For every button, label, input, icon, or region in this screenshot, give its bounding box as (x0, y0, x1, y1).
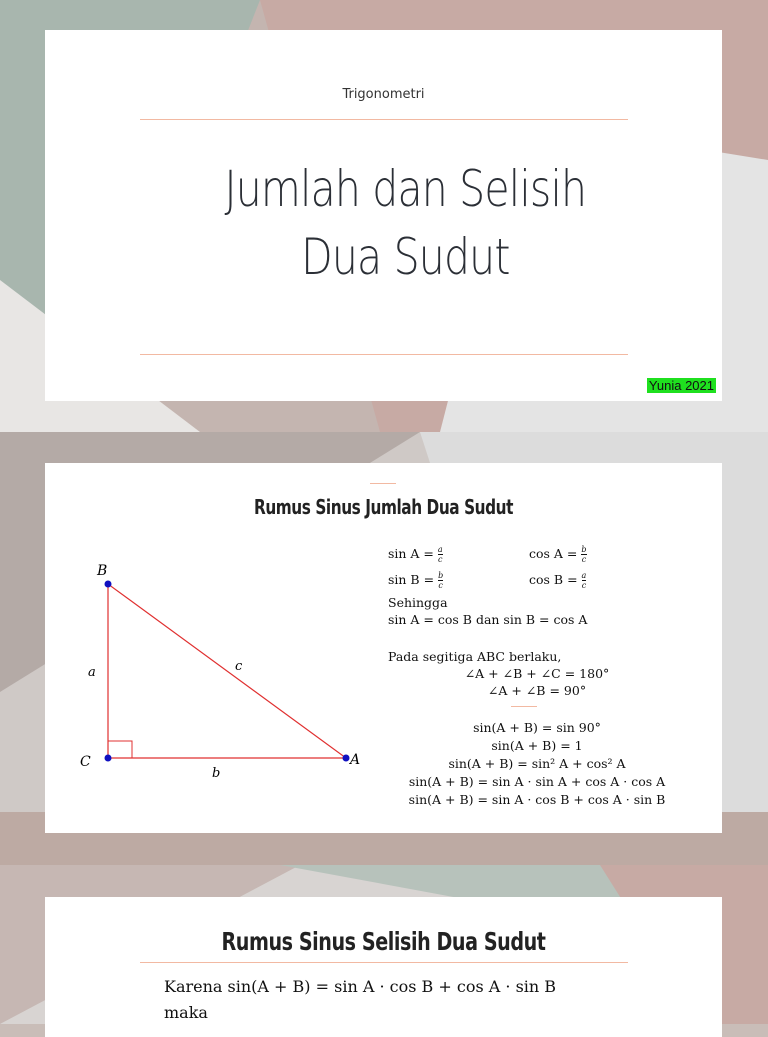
derivation-step-5: sin(A + B) = sin A · cos B + cos A · sin B (408, 792, 666, 807)
vertex-c-label: C (80, 754, 91, 770)
mid-accent-rule (511, 706, 537, 707)
sine-sum-slide (45, 463, 722, 833)
vertex-b-label: B (97, 563, 108, 579)
title-rule (140, 962, 628, 963)
top-rule (140, 119, 628, 120)
side-b-label: b (212, 766, 221, 781)
slide-title (110, 155, 700, 291)
formula-sinA: sin A = $\frac{a}{c}$ (388, 545, 443, 564)
derivation-step-4: sin(A + B) = sin A · sin A + cos A · cos A (408, 774, 666, 789)
derivation-step-3: sin(A + B) = sin² A + cos² A (448, 756, 626, 771)
vertex-a-dot (343, 755, 350, 762)
right-angle-marker (108, 741, 132, 758)
title-line-2: Dua Sudut (301, 228, 510, 286)
derivation-step-2: sin(A + B) = 1 (491, 738, 583, 753)
vertex-c-dot (105, 755, 112, 762)
formula-cosB: cos B = $\frac{a}{c}$ (529, 571, 587, 590)
angle-ab-formula: ∠A + ∠B = 90° (487, 683, 587, 698)
vertex-a-label: A (350, 752, 361, 768)
right-triangle-diagram (70, 553, 380, 783)
slide-title: Rumus Sinus Jumlah Dua Sudut (253, 495, 514, 519)
side-a-label: a (88, 665, 96, 680)
subject-label: Trigonometri (342, 87, 425, 102)
sehingga-text: Sehingga (388, 595, 448, 610)
formula-sinB: sin B = $\frac{b}{c}$ (388, 571, 444, 590)
identity-formula: sin A = cos B dan sin B = cos A (388, 612, 588, 627)
formula-cosA: cos A = $\frac{b}{c}$ (529, 545, 587, 564)
side-c-label: c (235, 659, 243, 674)
vertex-b-dot (105, 581, 112, 588)
triangle-edges (108, 584, 346, 758)
maka-text: maka (164, 1003, 208, 1022)
derivation-step-1: sin(A + B) = sin 90° (473, 720, 601, 735)
slide-title: Rumus Sinus Selisih Dua Sudut (221, 927, 546, 956)
karena-statement: Karena sin(A + B) = sin A · cos B + cos A · sin B (164, 977, 557, 996)
intro-text: Pada segitiga ABC berlaku, (388, 649, 562, 664)
angle-sum-formula: ∠A + ∠B + ∠C = 180° (464, 666, 610, 681)
sine-difference-slide (45, 897, 722, 1037)
bottom-rule (140, 354, 628, 355)
author-badge: Yunia 2021 (648, 378, 714, 393)
title-slide (45, 30, 722, 401)
title-line-1: Jumlah dan Selisih (224, 160, 587, 218)
accent-rule (370, 483, 396, 484)
